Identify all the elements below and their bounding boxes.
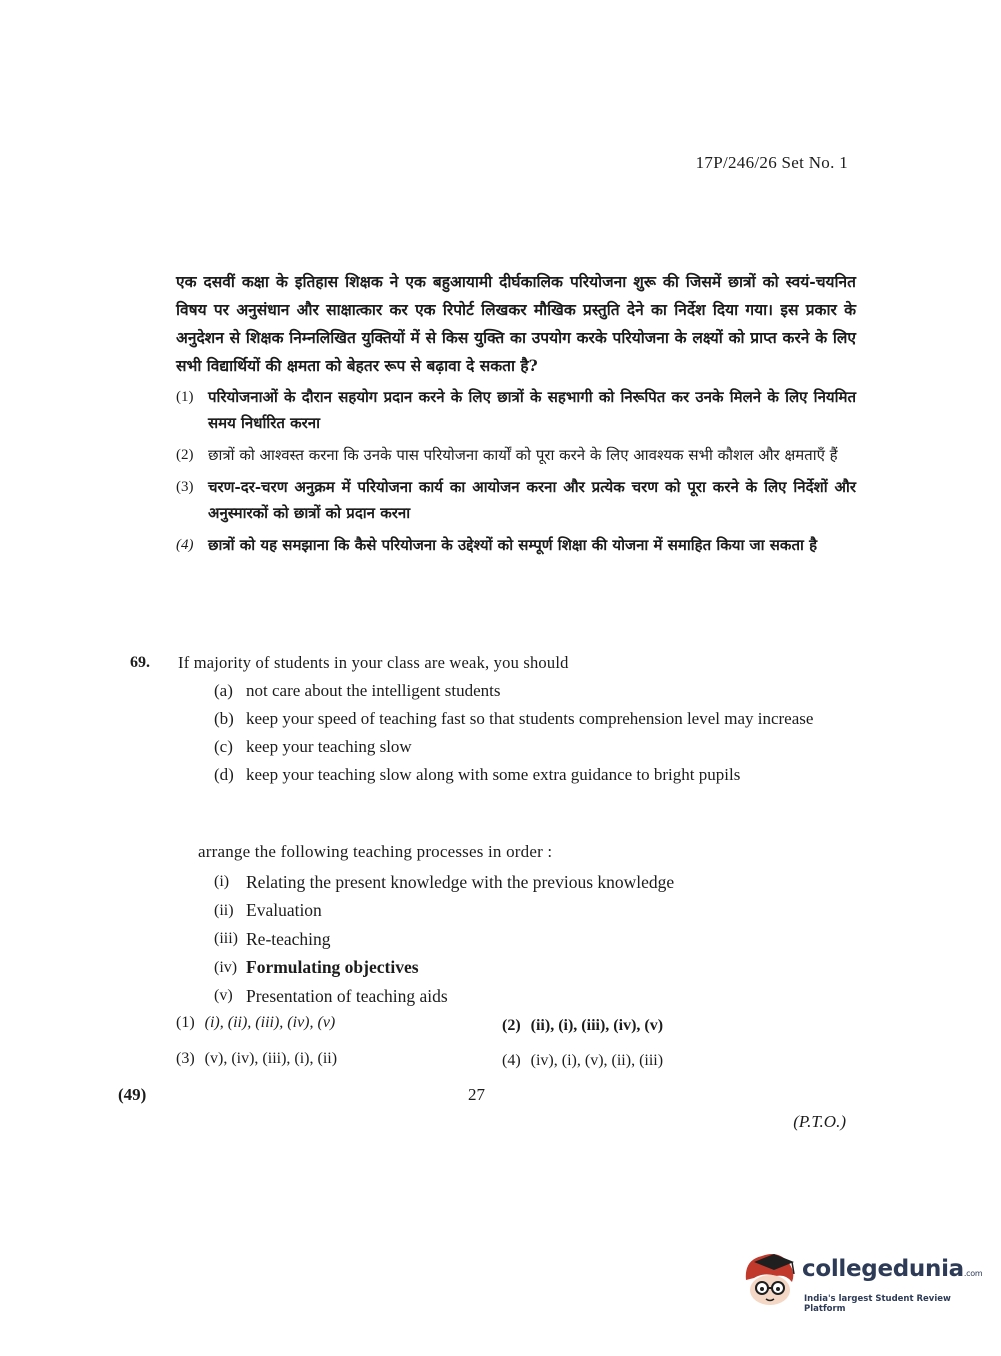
process-label: (v) [214,987,233,1005]
answer-option-2 [502,1017,663,1035]
paper-set-reference: 17P/246/26 Set No. 1 [695,153,848,172]
please-turn-over: (P.T.O.) [793,1112,846,1131]
question-text: If majority of students in your class are weak, you should [178,653,569,672]
question-69-options [214,680,854,786]
option-a [214,680,854,702]
option-number: (4) [176,537,194,553]
option-text: परियोजनाओं के दौरान सहयोग प्रदान करने के लिए छात्रों के सहभागी को निरूपित कर उनके मिलने के लिए नियमित समय निर्धारित करना [208,388,856,432]
option-d [214,764,854,786]
hindi-option-1 [176,384,856,436]
answer-text: (iv), (i), (v), (ii), (iii) [530,1052,664,1069]
answer-text: (ii), (i), (iii), (iv), (v) [530,1017,664,1034]
process-item [214,982,674,1011]
answer-text: (i), (ii), (iii), (iv), (v) [204,1014,336,1031]
option-number: (3) [176,479,194,495]
process-label: (ii) [214,901,234,919]
process-text: Formulating objectives [246,957,419,978]
option-c [214,736,854,758]
answer-number: (4) [502,1052,521,1069]
question-69 [130,650,870,792]
hindi-option-2 [176,442,856,468]
process-label: (i) [214,873,230,891]
answer-number: (3) [176,1050,195,1067]
answer-option-1 [176,1014,335,1032]
answer-option-4 [502,1052,663,1070]
option-label: (c) [214,737,233,756]
hindi-question-text: एक दसवीं कक्षा के इतिहास शिक्षक ने एक बहुआयामी दीर्घकालिक परियोजना शुरू की जिसमें छात्रों को स्वयं-चयनित विषय पर अनुसंधान और साक्षात्कार कर एक रिपोर्ट लिखकर मौखिक प्रस्तुति देने का निर्देश दिया गया। इस प्रकार के अनुदेशन से शिक्षक निम्नलिखित युक्तियों में से किस युक्ति का उपयोग करके परियोजना के लक्ष्यों को प्राप्त करने के लिए सभी विद्यार्थियों की क्षमता को बेहतर रूप से बढ़ावा दे सकता है? [176,272,856,375]
hindi-option-4 [176,532,856,558]
answer-option-3 [176,1050,337,1068]
option-text: keep your speed of teaching fast so that students comprehension level may increase [246,709,814,728]
option-label: (b) [214,709,234,728]
process-label: (iii) [214,930,238,948]
process-item [214,868,674,897]
hindi-question [176,268,856,564]
brand-name: collegedunia.com [802,1256,983,1282]
option-text: चरण-दर-चरण अनुक्रम में परियोजना कार्य का आयोजन करना और प्रत्येक चरण को पूरा करने के लिए निर्देशों और अनुस्मारकों को छात्रों को प्रदान करना [208,478,856,522]
mascot-logo-icon [740,1248,802,1310]
process-item [214,954,674,983]
answer-number: (1) [176,1014,195,1031]
answer-options [176,1014,716,1084]
question-69-stem [130,650,870,676]
question-number: 69. [130,654,150,671]
option-label: (d) [214,765,234,784]
option-label: (a) [214,681,233,700]
process-text: Re-teaching [246,928,331,949]
option-number: (1) [176,389,194,405]
booklet-code: (49) [118,1085,147,1104]
option-number: (2) [176,447,194,463]
collegedunia-watermark [740,1248,983,1318]
hindi-options [176,384,856,558]
process-item [214,925,674,954]
process-text: Evaluation [246,900,322,921]
arrange-question-text: arrange the following teaching processes in order : [198,842,553,861]
option-text: छात्रों को आश्वस्त करना कि उनके पास परियोजना कार्यों को पूरा करने के लिए आवश्यक सभी कौशल और क्षमताएँ हैं [208,446,838,464]
option-b [214,708,854,730]
option-text: छात्रों को यह समझाना कि कैसे परियोजना के उद्देश्यों को सम्पूर्ण शिक्षा की योजना में समाहित किया जा सकता है [208,536,818,554]
page-number: 27 [468,1085,485,1104]
answer-number: (2) [502,1017,521,1034]
process-item [214,897,674,926]
process-text: Relating the present knowledge with the previous knowledge [246,871,675,892]
teaching-process-list [214,868,674,1011]
option-text: keep your teaching slow along with some extra guidance to bright pupils [246,765,741,784]
brand-tagline: India's largest Student Review Platform [804,1294,951,1314]
process-label: (iv) [214,958,238,976]
option-text: keep your teaching slow [246,737,412,756]
process-text: Presentation of teaching aids [246,985,448,1006]
hindi-option-3 [176,474,856,526]
answer-text: (v), (iv), (iii), (i), (ii) [204,1050,338,1067]
option-text: not care about the intelligent students [246,681,501,700]
